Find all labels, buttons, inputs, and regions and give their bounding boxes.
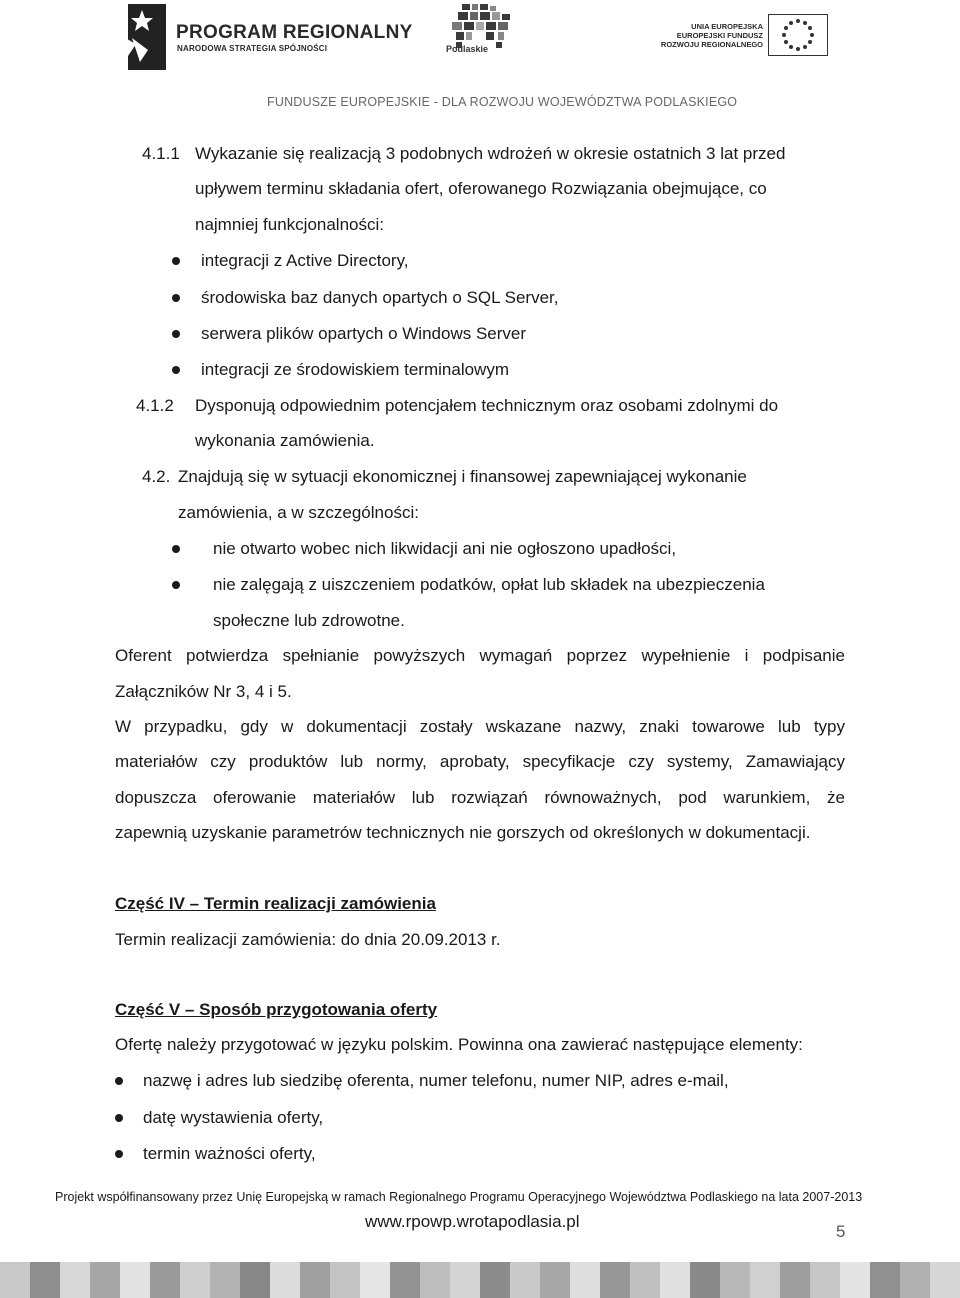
bullet-icon — [172, 581, 180, 589]
bison-icon — [436, 4, 518, 48]
eu-line1: UNIA EUROPEJSKA — [691, 22, 763, 31]
section-411-number: 4.1.1 — [142, 144, 180, 163]
eu-stars-icon — [768, 14, 828, 56]
bullet-icon — [115, 1150, 123, 1158]
program-title: PROGRAM REGIONALNY — [176, 22, 413, 43]
bullet-icon — [172, 294, 180, 302]
list-item-continuation: społeczne lub zdrowotne. — [213, 611, 405, 630]
section-412-line2: wykonania zamówienia. — [195, 431, 375, 450]
section-42-line1: Znajdują się w sytuacji ekonomicznej i finansowej zapewniającej wykonanie — [178, 467, 747, 486]
bullet-icon — [172, 257, 180, 265]
list-item: datę wystawienia oferty, — [143, 1108, 324, 1127]
eu-line2: EUROPEJSKI FUNDUSZ — [676, 31, 763, 40]
part4-heading: Część IV – Termin realizacji zamówienia — [115, 894, 436, 913]
list-item: środowiska baz danych opartych o SQL Server, — [201, 288, 559, 307]
section-411-line2: upływem terminu składania ofert, oferowanego Rozwiązania obejmujące, co — [195, 179, 767, 198]
part5-heading: Część V – Sposób przygotowania oferty — [115, 1000, 438, 1019]
funds-line: FUNDUSZE EUROPEJSKIE - DLA ROZWOJU WOJEWÓDZTWA PODLASKIEGO — [267, 95, 738, 109]
oferent-line1: Oferent potwierdza spełnianie powyższych wymagań poprzez wypełnienie i podpisanie — [115, 646, 845, 665]
section-412-line1: Dysponują odpowiednim potencjałem technicznym oraz osobami zdolnymi do — [195, 396, 779, 415]
list-item: integracji ze środowiskiem terminalowym — [201, 360, 509, 379]
przypadku-line1: W przypadku, gdy w dokumentacji zostały wskazane nazwy, znaki towarowe lub typy — [115, 717, 845, 736]
bullet-icon — [172, 366, 180, 374]
footer-project-line: Projekt współfinansowany przez Unię Europejską w ramach Regionalnego Programu Operacyjnego Województwa Podlaskiego na lata 2007-2013 — [55, 1190, 863, 1204]
eu-text-block — [655, 22, 763, 49]
przypadku-line4: zapewnią uzyskanie parametrów technicznych nie gorszych od określonych w dokumentacji. — [115, 823, 811, 842]
list-item: nie otwarto wobec nich likwidacji ani nie ogłoszono upadłości, — [213, 539, 677, 558]
przypadku-line3: dopuszcza oferowanie materiałów lub rozwiązań równoważnych, pod warunkiem, że — [115, 788, 845, 807]
list-item: nazwę i adres lub siedzibę oferenta, numer telefonu, numer NIP, adres e-mail, — [143, 1071, 729, 1090]
star-flag-icon — [118, 4, 166, 70]
section-42-line2: zamówienia, a w szczególności: — [178, 503, 419, 522]
region-label: Podlaskie — [446, 44, 489, 54]
part4-text: Termin realizacji zamówienia: do dnia 20.09.2013 r. — [115, 930, 501, 949]
section-411-line3: najmniej funkcjonalności: — [195, 215, 384, 234]
eu-line3: ROZWOJU REGIONALNEGO — [660, 40, 763, 49]
section-42-number: 4.2. — [142, 467, 171, 486]
bullet-icon — [115, 1114, 123, 1122]
przypadku-line2: materiałów czy produktów lub normy, aprobaty, specyfikacje czy systemy, Zamawiający — [115, 752, 845, 771]
oferent-line2: Załączników Nr 3, 4 i 5. — [115, 682, 292, 701]
page-number: 5 — [836, 1222, 846, 1241]
section-411-line1: Wykazanie się realizacją 3 podobnych wdrożeń w okresie ostatnich 3 lat przed — [195, 144, 786, 163]
footer-pixel-strip — [0, 1262, 960, 1298]
eu-flag — [768, 14, 828, 56]
part5-intro: Ofertę należy przygotować w języku polskim. Powinna ona zawierać następujące elementy: — [115, 1035, 803, 1054]
list-item: termin ważności oferty, — [143, 1144, 316, 1163]
list-item: integracji z Active Directory, — [201, 251, 409, 270]
bullet-icon — [172, 330, 180, 338]
bullet-icon — [172, 545, 180, 553]
list-item: serwera plików opartych o Windows Server — [201, 324, 527, 343]
section-412-number: 4.1.2 — [136, 396, 174, 415]
footer-website[interactable]: www.rpowp.wrotapodlasia.pl — [365, 1212, 580, 1231]
podlaskie-logo — [436, 4, 518, 58]
list-item: nie zalęgają z uiszczeniem podatków, opłat lub składek na ubezpieczenia — [213, 575, 765, 594]
page-header — [0, 0, 960, 115]
bullet-icon — [115, 1077, 123, 1085]
program-subtitle: NARODOWA STRATEGIA SPÓJNOŚCI — [177, 44, 328, 53]
program-regionalny-logo — [118, 4, 166, 70]
